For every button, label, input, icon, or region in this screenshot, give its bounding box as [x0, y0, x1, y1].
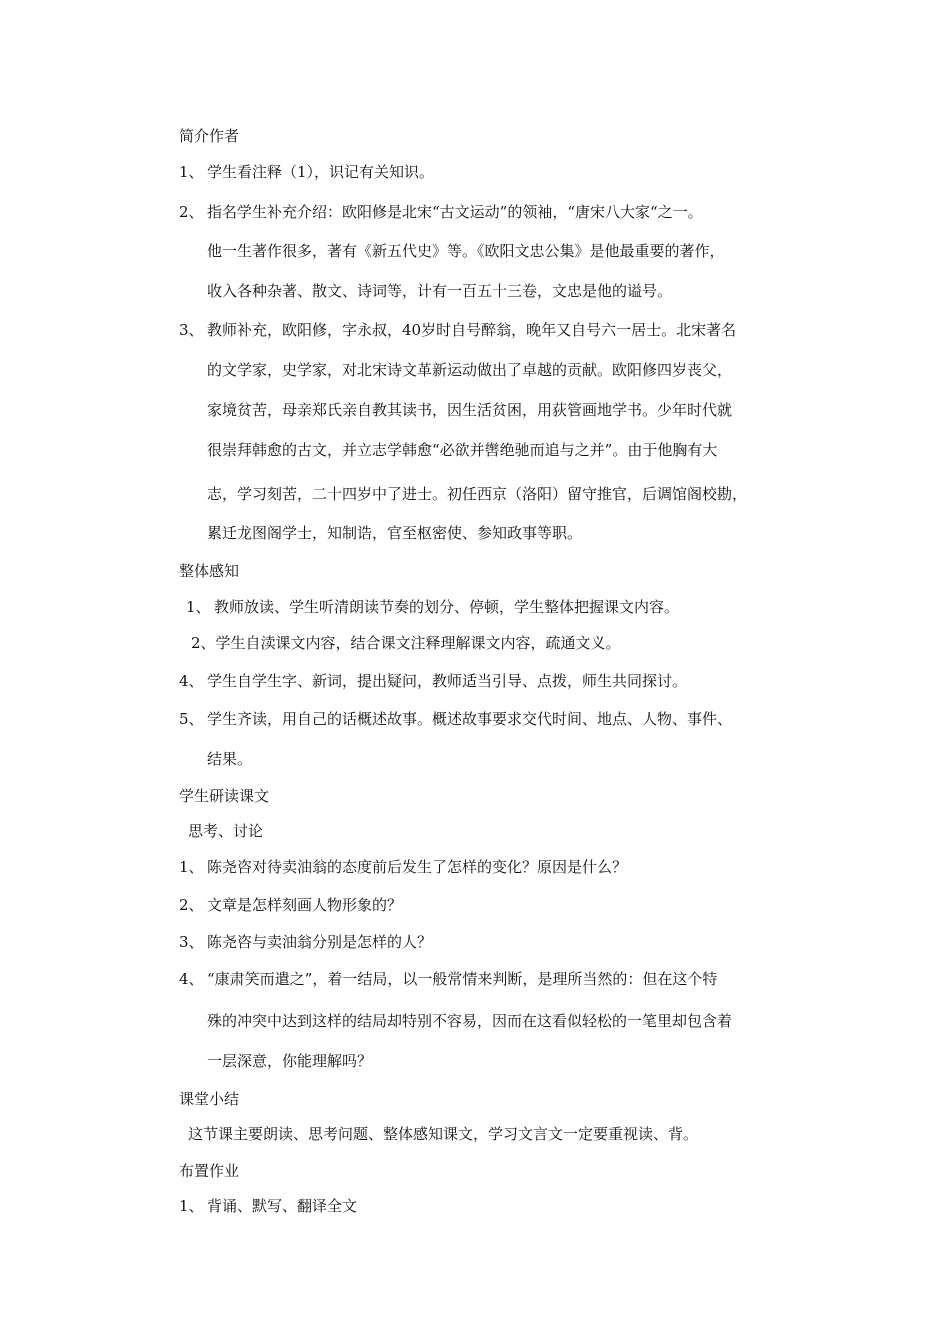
- list-item: [179, 932, 432, 952]
- item-text: 学生自渎课文内容，结合课文注释理解课文内容，疏通文义。: [215, 634, 621, 652]
- item-number: 3、: [179, 321, 204, 339]
- item-number: 4、: [179, 970, 204, 988]
- item-text-continued: 累迁龙图阁学士，知制诰，官至枢密使、参知政事等职。: [207, 524, 583, 542]
- item-text-continued: 收入各种杂著、散文、诗词等，计有一百五十三卷，文忠是他的谥号。: [207, 282, 673, 300]
- item-text: 指名学生补充介绍：欧阳修是北宋“古文运动”的领袖，“唐宋八大家“之一。: [207, 203, 703, 221]
- item-text: 背诵、默写、翻译全文: [207, 1197, 358, 1215]
- item-number: 1、: [186, 598, 211, 616]
- item-text: “康肃笑而遣之”，着一结局，以一般常情来判断，是理所当然的：但在这个特: [207, 970, 718, 988]
- item-text-continued: 一层深意，你能理解吗？: [207, 1052, 373, 1070]
- item-text-continued: 他一生著作很多，著有《新五代史》等。《欧阳文忠公集》是他最重要的著作，: [207, 242, 725, 260]
- subheading-discussion: 思考、讨论: [188, 822, 264, 840]
- item-text-continued: 家境贫苦，母亲郑氏亲自教其读书，因生活贫困，用荻管画地学书。少年时代就: [207, 401, 733, 419]
- list-item: [191, 633, 621, 653]
- item-number: 2、: [179, 203, 204, 221]
- item-number: 5、: [179, 710, 204, 728]
- item-number: 2、: [191, 634, 216, 652]
- item-text: 陈尧咨与卖油翁分别是怎样的人？: [207, 933, 433, 951]
- list-item: [179, 857, 627, 877]
- heading-author: 简介作者: [179, 127, 240, 145]
- list-item: [186, 597, 679, 617]
- item-text-continued: 结果。: [207, 750, 253, 768]
- item-number: 2、: [179, 896, 204, 914]
- item-text: 陈尧咨对待卖油翁的态度前后发生了怎样的变化？原因是什么？: [207, 858, 628, 876]
- item-text: 学生齐读，用自己的话概述故事。概述故事要求交代时间、地点、人物、事件、: [207, 710, 733, 728]
- list-item: [179, 969, 717, 989]
- item-text: 学生自学生字、新词，提出疑问，教师适当引导、点拨，师生共同探讨。: [207, 672, 688, 690]
- heading-homework: 布置作业: [179, 1162, 240, 1180]
- item-number: 1、: [179, 1197, 204, 1215]
- heading-study: 学生研读课文: [179, 787, 270, 805]
- item-number: 4、: [179, 672, 204, 690]
- list-item: [179, 709, 732, 729]
- list-item: [179, 895, 402, 915]
- list-item: [179, 162, 434, 182]
- item-text-continued: 的文学家，史学家，对北宋诗文革新运动做出了卓越的贡献。欧阳修四岁丧父，: [207, 361, 733, 379]
- heading-summary: 课堂小结: [179, 1090, 240, 1108]
- list-item: [179, 320, 736, 340]
- item-text-continued: 很崇拜韩愈的古文，并立志学韩愈“必欲并辔绝驰而追与之并”。由于他胸有大: [207, 441, 718, 459]
- item-number: 1、: [179, 163, 204, 181]
- item-text-continued: 殊的冲突中达到这样的结局却特别不容易，因而在这看似轻松的一笔里却包含着: [207, 1012, 733, 1030]
- item-text: 教师放读、学生听清朗读节奏的划分、停顿，学生整体把握课文内容。: [214, 598, 680, 616]
- heading-overall: 整体感知: [179, 562, 240, 580]
- list-item: [179, 202, 703, 222]
- item-text: 教师补充，欧阳修，字永叔，40岁时自号醉翁，晚年又自号六一居士。北宋著名: [207, 321, 737, 339]
- item-text-continued: 志，学习刻苦，二十四岁中了进士。初任西京（洛阳）留守推官，后调馆阁校勘，: [207, 485, 748, 503]
- summary-text: 这节课主要朗读、思考问题、整体感知课文，学习文言文一定要重视读、背。: [188, 1125, 699, 1143]
- item-number: 3、: [179, 933, 204, 951]
- item-text: 学生看注释（1），识记有关知识。: [207, 163, 435, 181]
- item-number: 1、: [179, 858, 204, 876]
- list-item: [179, 671, 687, 691]
- list-item: [179, 1196, 357, 1216]
- item-text: 文章是怎样刻画人物形象的？: [207, 896, 403, 914]
